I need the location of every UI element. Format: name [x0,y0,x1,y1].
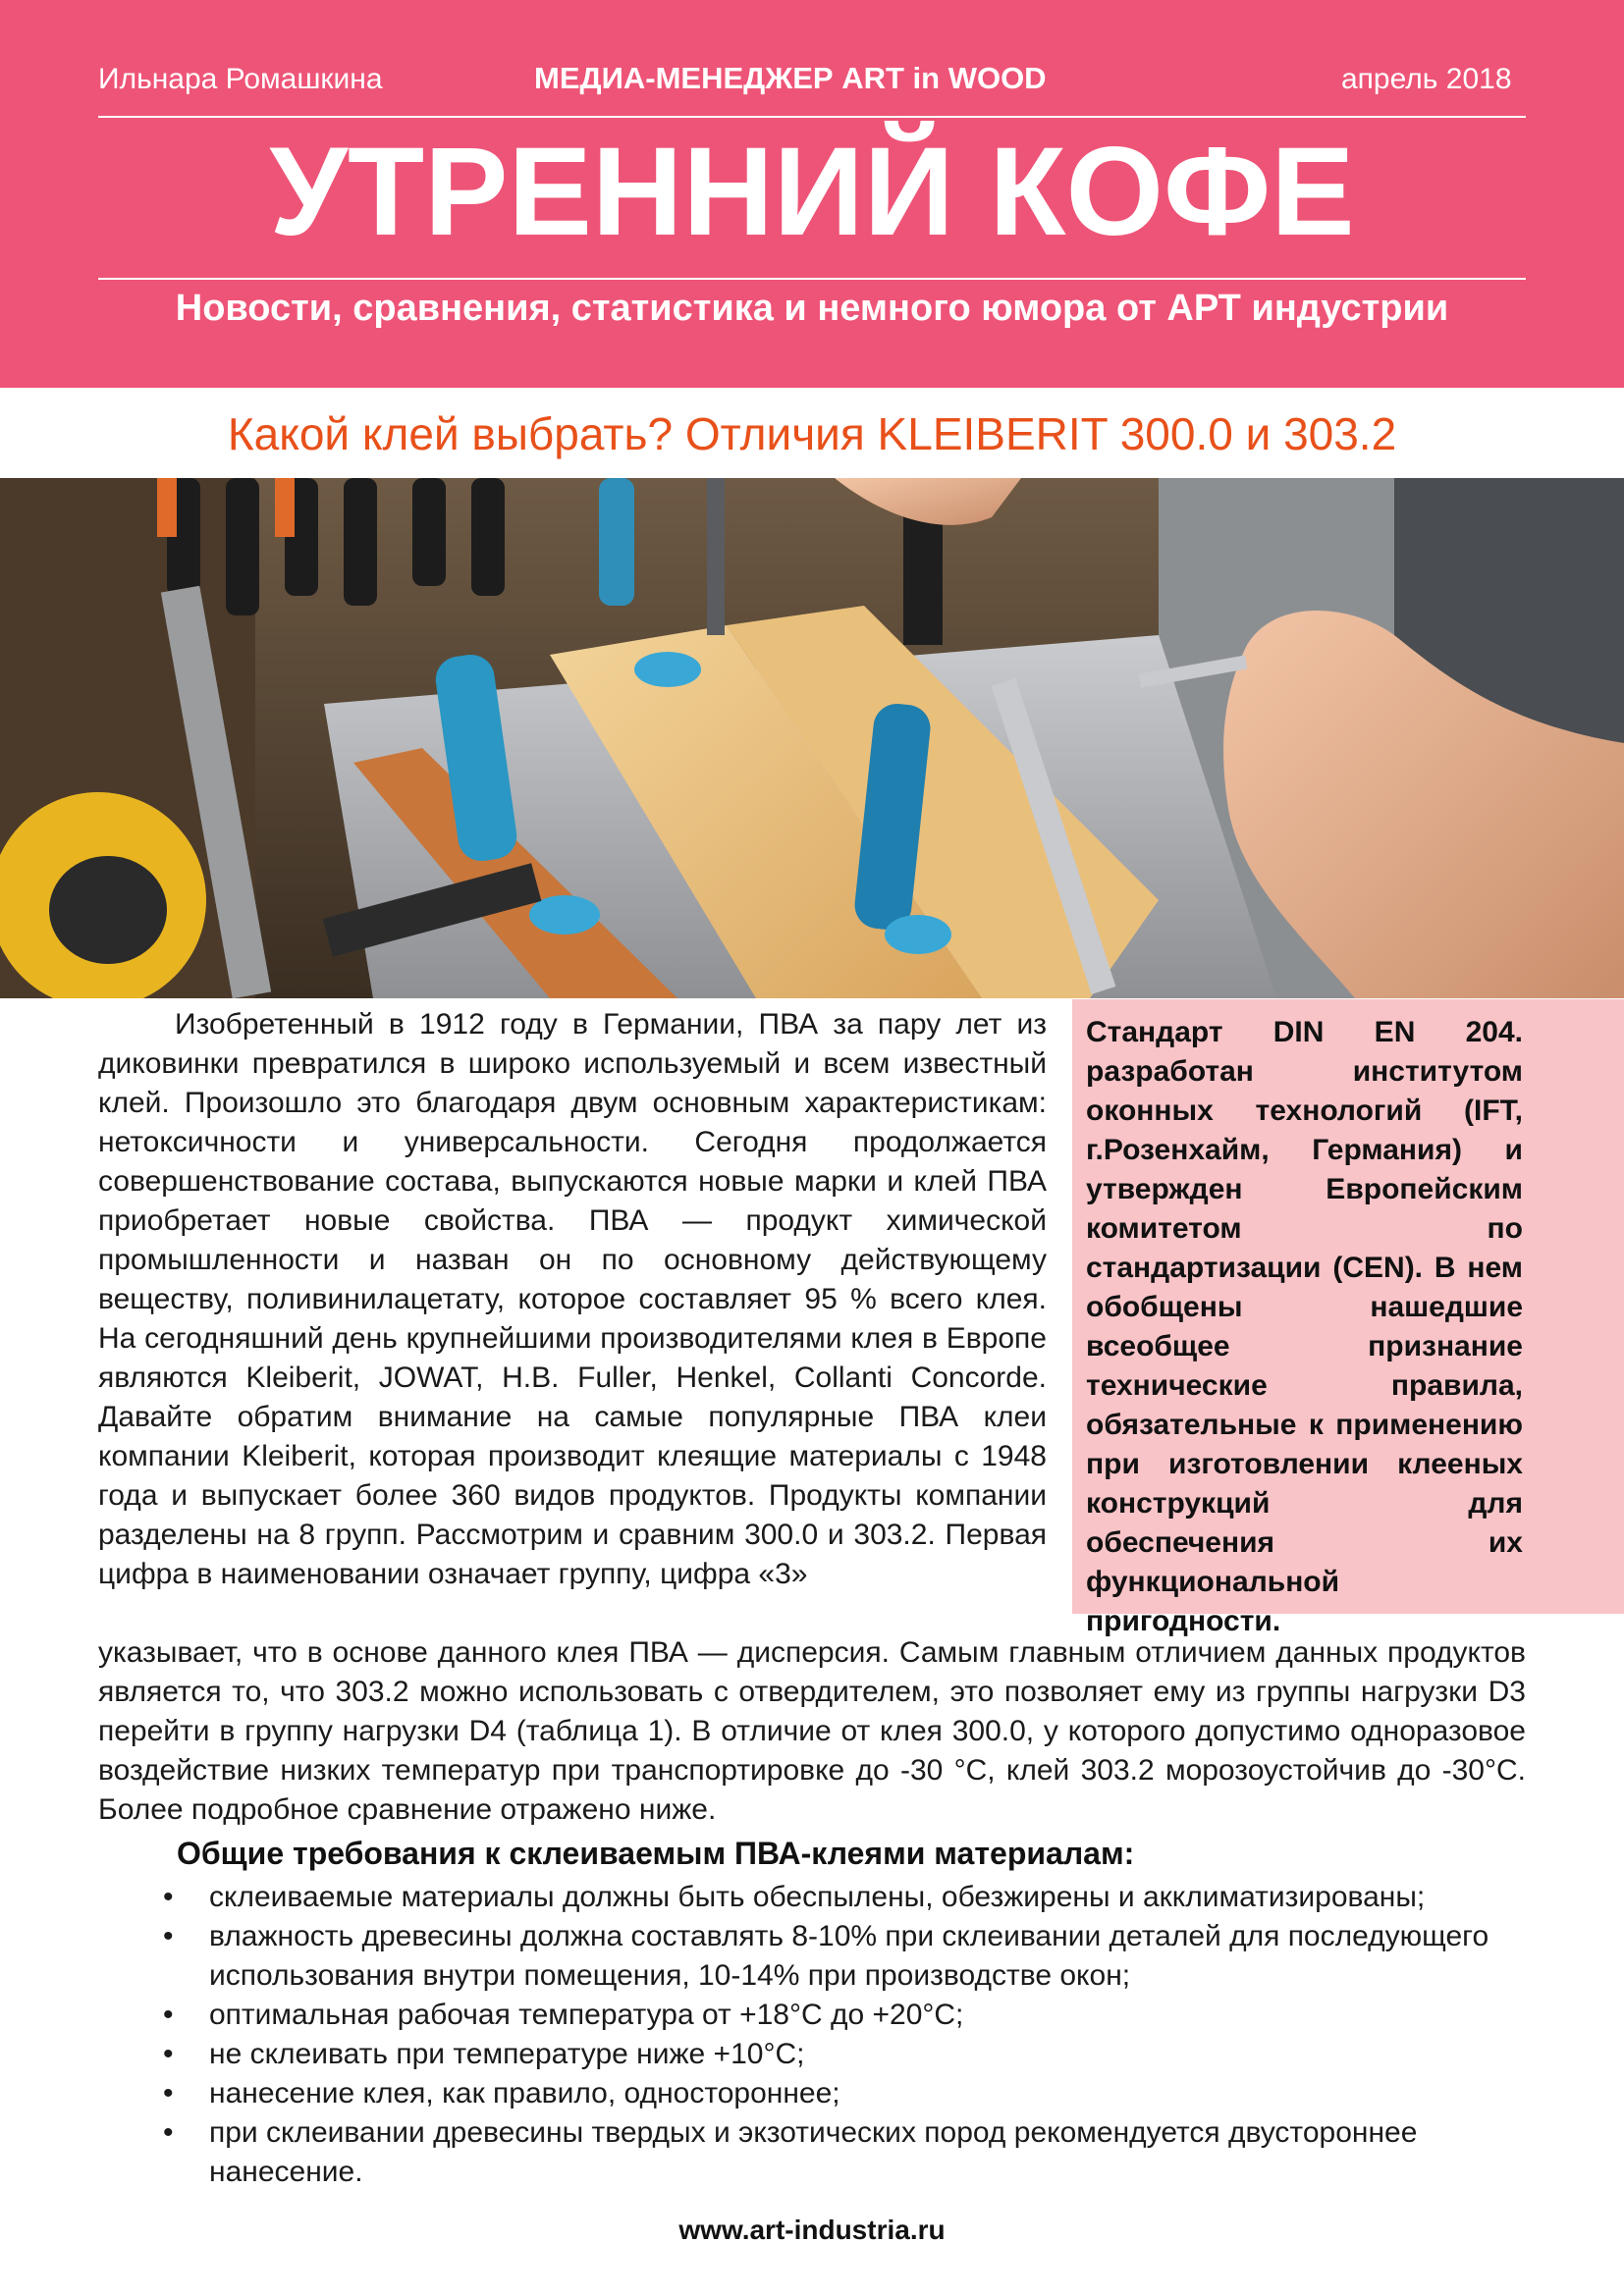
list-item: • склеиваемые материалы должны быть обеспылены, обезжирены и акклиматизированы; [98,1878,1526,1917]
article-body-continued [98,1633,1526,1830]
sidebar-text: Стандарт DIN EN 204. разработан институтом оконных технологий (IFT, г.Розенхайм, Германия) и утвержден Европейским комитетом по стандартизации (CEN). В нем обобщены нашедшие всеобщее признание технические правила, обязательные к применению при изготовлении клееных конструкций для обеспечения их функциональной пригодности. [1086,1016,1523,1637]
bullet-icon: • [163,1999,174,2031]
newsletter-title: УТРЕННИЙ КОФЕ [269,122,1355,262]
bullet-icon: • [163,1881,174,1913]
article-paragraph-continued: указывает, что в основе данного клея ПВА — дисперсия. Самым главным отличием данных продуктов является то, что 303.2 можно использовать с отвердителем, это позволяет ему из группы нагрузки D3 перейти в группу нагрузки D4 (таблица 1). В отличие от клея 300.0, у которого допустимо одноразовое воздействие низких температур при транспортировке до -30 °C, клей 303.2 морозоустойчив до -30°C. Более подробное сравнение отражено ниже. [98,1636,1526,1826]
list-item: • оптимальная рабочая температура от +18°C до +20°C; [98,1996,1526,2035]
list-item: • влажность древесины должна составлять 8-10% при склеивании деталей для последующего использования внутри помещения, 10-14% при производстве окон; [98,1917,1526,1996]
header-band [0,0,1624,388]
list-item: • не склеивать при температуре ниже +10°C; [98,2035,1526,2074]
newsletter-subtitle: Новости, сравнения, статистика и немного юмора от АРТ индустрии [175,288,1449,329]
footer-url[interactable]: www.art-industria.ru [678,2215,946,2245]
issue-date: апрель 2018 [1341,63,1512,95]
bullet-icon: • [163,2116,174,2149]
bullet-icon: • [163,2038,174,2070]
requirements-heading: Общие требования к склеиваемым ПВА-клеями материалам: [177,1836,1135,1871]
author-name: Ильнара Ромашкина [98,63,383,95]
standard-sidebar [1072,999,1624,1637]
article-body-column [98,1005,1047,1594]
header-divider-bottom [98,278,1526,280]
bullet-icon: • [163,1920,174,1952]
article-photo [0,478,1624,998]
header-divider-top [98,116,1526,118]
list-item: • нанесение клея, как правило, одностороннее; [98,2074,1526,2113]
article-paragraph: Изобретенный в 1912 году в Германии, ПВА за пару лет из диковинки превратился в широко используемый и всем известный клей. Произошло это благодаря двум основным характеристикам: нетоксичности и универсальности. Сегодня продолжается совершенствование состава, выпускаются новые марки и клей ПВА приобретает новые свойства. ПВА — продукт химической промышленности и назван он по основному действующему веществу, поливинилацетату, которое составляет 95 % всего клея. На сегодняшний день крупнейшими производителями клея в Европе являются Kleiberit, JOWAT, H.B. Fuller, Henkel, Collanti Concorde. Давайте обратим внимание на самые популярные ПВА клеи компании Kleiberit, которая производит клеящие материалы с 1948 года и выпускает более 360 видов продуктов. Продукты компании разделены на 8 групп. Рассмотрим и сравним 300.0 и 303.2. Первая цифра в наименовании означает группу, цифра «3» [98,1008,1047,1590]
article-headline: Какой клей выбрать? Отличия KLEIBERIT 300.0 и 303.2 [227,408,1397,459]
list-item: • при склеивании древесины твердых и экзотических пород рекомендуется двустороннее нанесение. [98,2113,1526,2192]
bullet-icon: • [163,2077,174,2109]
requirements-list [98,1878,1526,2192]
author-role: МЕДИА-МЕНЕДЖЕР ART in WOOD [534,61,1047,95]
